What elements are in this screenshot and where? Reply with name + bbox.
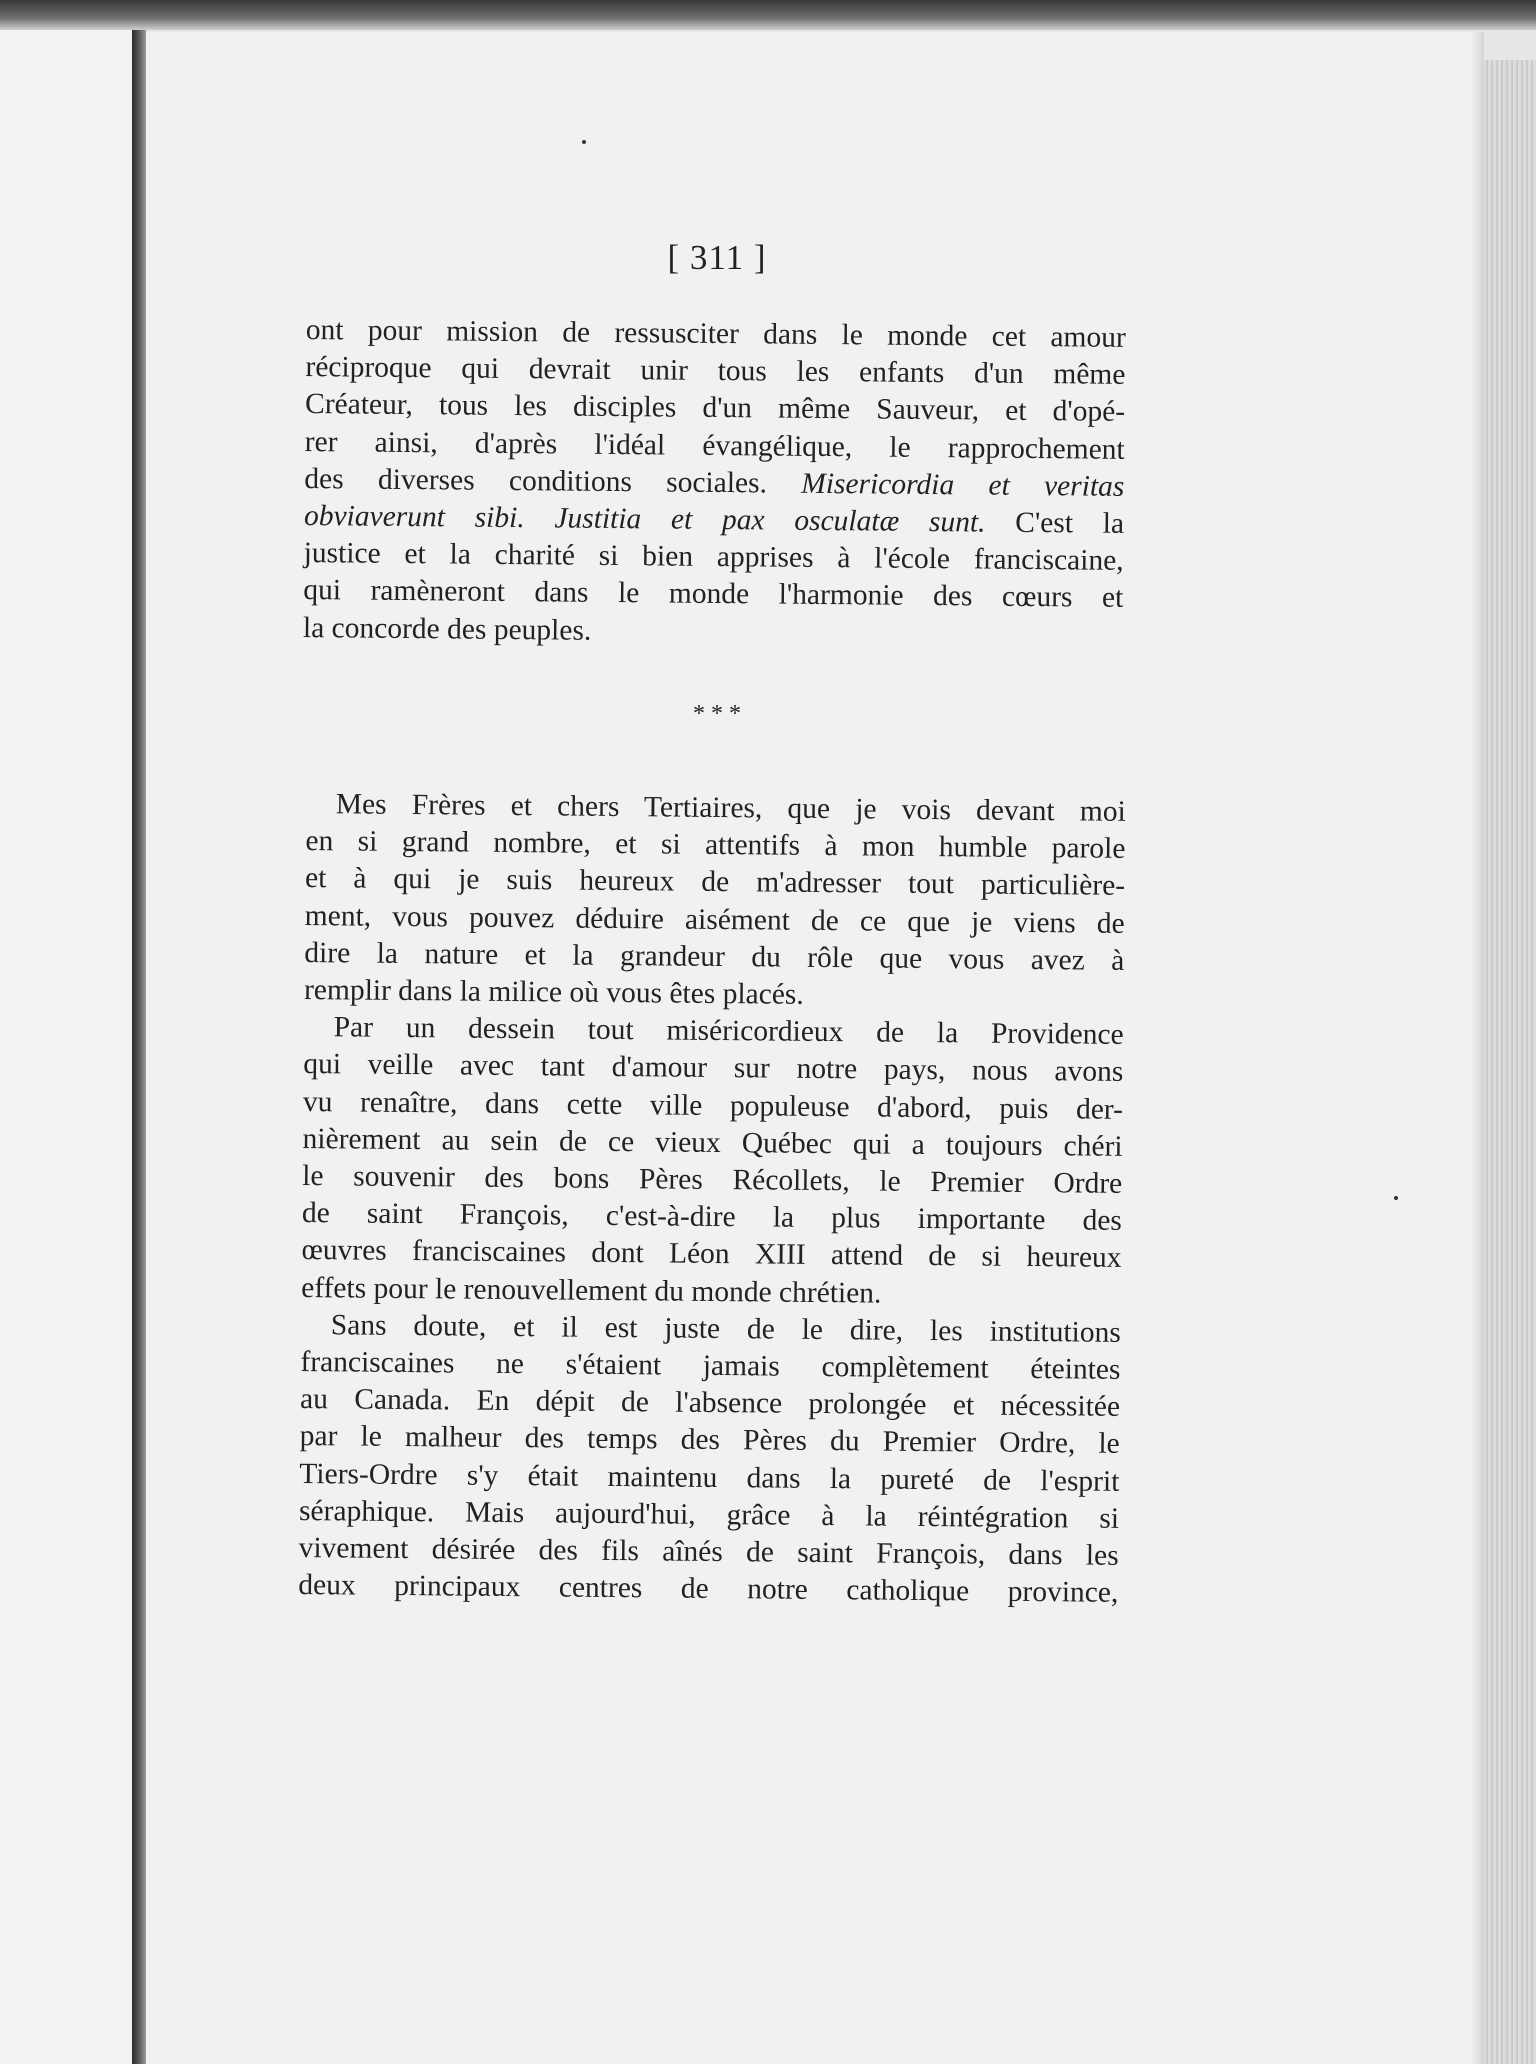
text-line: nièrement au sein de ce vieux Québec qui a toujours chéri bbox=[302, 1122, 1123, 1163]
body-text bbox=[298, 786, 1126, 1612]
text-line: qui veille avec tant d'amour sur notre pays, nous avons bbox=[303, 1048, 1124, 1089]
text-line: qui ramèneront dans le monde l'harmonie des cœurs et bbox=[303, 574, 1124, 615]
text-line: en si grand nombre, et si attentifs à mon humble parole bbox=[305, 825, 1126, 866]
text-line: et à qui je suis heureux de m'adresser tout particulière- bbox=[304, 862, 1126, 903]
text-line: deux principaux centres de notre catholique province, bbox=[298, 1569, 1119, 1610]
text-line: Tiers-Ordre s'y était maintenu dans la pureté de l'esprit bbox=[299, 1457, 1120, 1498]
text-line: dire la nature et la grandeur du rôle que vous avez à bbox=[304, 936, 1125, 977]
section-separator: * * * bbox=[693, 701, 741, 727]
text-line: justice et la charité si bien apprises à l'école franciscaine, bbox=[303, 537, 1124, 578]
paper-speck bbox=[1394, 1196, 1398, 1200]
text-line: Sans doute, et il est juste de le dire, les institutions bbox=[330, 1309, 1121, 1349]
page-shadow bbox=[1470, 32, 1484, 2064]
text-line: œuvres franciscaines dont Léon XIII attend de si heureux bbox=[301, 1234, 1122, 1275]
paragraph-continuation bbox=[303, 312, 1126, 655]
paragraph bbox=[304, 786, 1126, 1017]
text-line: de saint François, c'est-à-dire la plus importante des bbox=[301, 1197, 1123, 1238]
facing-page-edge bbox=[0, 30, 135, 2064]
text-line: effets pour le renouvellement du monde chrétien. bbox=[301, 1271, 882, 1310]
text-line: vivement désirée des fils aînés de saint François, dans les bbox=[298, 1532, 1119, 1572]
text-line: Par un dessein tout miséricordieux de la Providence bbox=[333, 1011, 1124, 1052]
text-line: le souvenir des bons Pères Récollets, le Premier Ordre bbox=[302, 1160, 1123, 1200]
text-line: réciproque qui devrait unir tous les enfants d'un même bbox=[305, 351, 1126, 392]
text-line: rer ainsi, d'après l'idéal évangélique, le rapprochement bbox=[304, 425, 1125, 466]
text-line: par le malheur des temps des Pères du Premier Ordre, le bbox=[299, 1420, 1120, 1461]
text-line: des diverses conditions sociales. Misericordia et veritas bbox=[304, 462, 1125, 503]
text-line: la concorde des peuples. bbox=[302, 611, 592, 647]
text-line: au Canada. En dépit de l'absence prolongée et nécessitée bbox=[299, 1383, 1121, 1424]
paper-speck bbox=[582, 140, 586, 144]
text-line: obviaverunt sibi. Justitia et pax osculatæ sunt. C'est la bbox=[303, 500, 1125, 540]
scanner-top-edge bbox=[0, 0, 1536, 30]
text-line: séraphique. Mais aujourd'hui, grâce à la réintégration si bbox=[298, 1494, 1120, 1535]
text-line: remplir dans la milice où vous êtes placés. bbox=[303, 974, 804, 1011]
paragraph bbox=[298, 1307, 1121, 1612]
text-line: ment, vous pouvez déduire aisément de ce que je viens de bbox=[304, 899, 1125, 940]
text-line: franciscaines ne s'étaient jamais complètement éteintes bbox=[300, 1346, 1121, 1386]
page-number: [ 311 ] bbox=[667, 238, 767, 277]
stacked-page-edges bbox=[1484, 60, 1536, 2064]
text-line: Créateur, tous les disciples d'un même Sauveur, et d'opé- bbox=[304, 388, 1126, 429]
text-line: ont pour mission de ressusciter dans le monde cet amour bbox=[305, 313, 1126, 354]
text-line: vu renaître, dans cette ville populeuse d'abord, puis der- bbox=[302, 1085, 1124, 1126]
book-gutter bbox=[132, 30, 146, 2064]
text-line: Mes Frères et chers Tertiaires, que je vois devant moi bbox=[335, 788, 1126, 828]
paragraph bbox=[301, 1009, 1124, 1314]
